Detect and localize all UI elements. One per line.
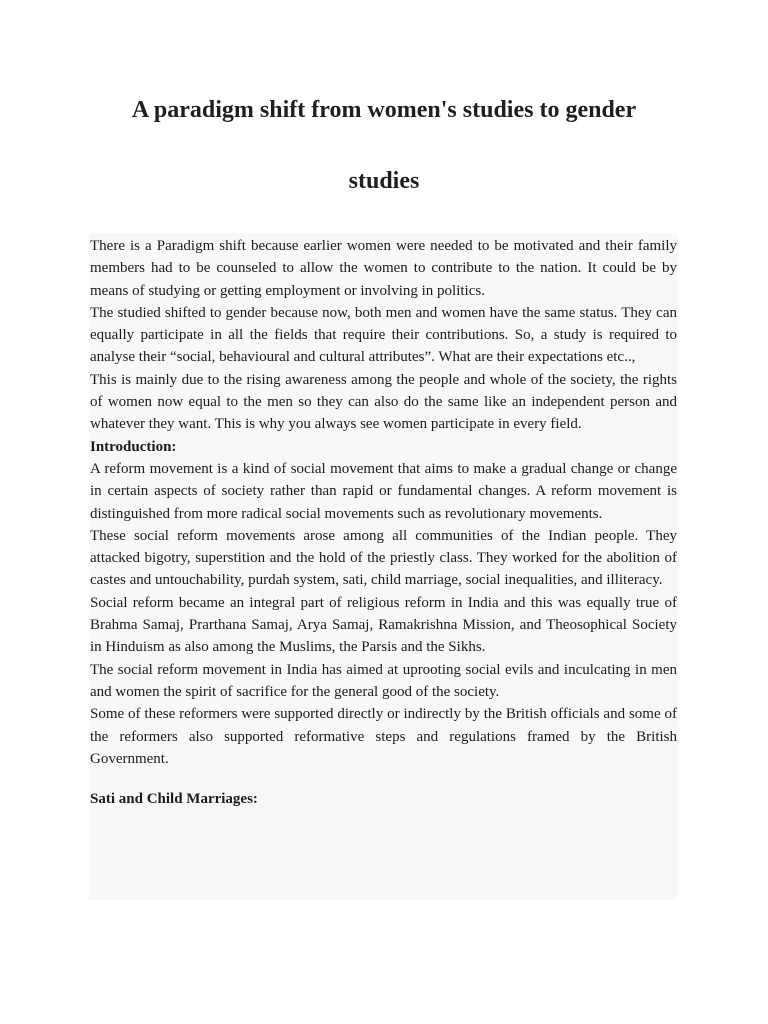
heading-introduction: Introduction: <box>90 438 177 455</box>
document-body <box>89 233 678 900</box>
paragraph-social-reform-communities: These social reform movements arose among all communities of the Indian people. They attacked bigotry, superstition and the hold of the priestly class. They worked for the abolition of castes and untouchability, purdah system, sati, child marriage, social inequalities, and illiteracy. <box>90 527 677 589</box>
document-title-line1: A paradigm shift from women's studies to gender <box>131 97 637 123</box>
heading-sati-child-marriages: Sati and Child Marriages: <box>90 791 258 808</box>
paragraph-reform-movement: A reform movement is a kind of social movement that aims to make a gradual change or change in certain aspects of society rather than rapid or fundamental changes. A reform movement is distinguished from more radical social movements such as revolutionary movements. <box>90 460 677 522</box>
paragraph-british-support: Some of these reformers were supported directly or indirectly by the British officials and some of the reformers also supported reformative steps and regulations framed by the British Government. <box>90 706 677 767</box>
paragraph-paradigm-shift: There is a Paradigm shift because earlier women were needed to be motivated and their family members had to be counseled to allow the women to contribute to the nation. It could be by means of studying or getting employment or involving in politics. <box>90 238 677 299</box>
section-spacer <box>90 770 677 788</box>
paragraph-awareness: This is mainly due to the rising awareness among the people and whole of the society, the rights of women now equal to the men so they can also do the same like an independent person and whatever they want. This is why you always see women participate in every field. <box>90 371 677 433</box>
paragraph-uprooting-evils: The social reform movement in India has aimed at uprooting social evils and inculcating in men and women the spirit of sacrifice for the general good of the society. <box>90 661 677 700</box>
document-title-line2: studies <box>348 168 420 194</box>
paragraph-religious-reform: Social reform became an integral part of religious reform in India and this was equally true of Brahma Samaj, Prarthana Samaj, Arya Samaj, Ramakrishna Mission, and Theosophical Society in Hinduism as also among the Muslims, the Parsis and the Sikhs. <box>90 594 677 656</box>
paragraph-gender-shift: The studied shifted to gender because now, both men and women have the same status. They can equally participate in all the fields that require their contributions. So, a study is required to analyse their “social, behavioural and cultural attributes”. What are their expectations etc.., <box>90 304 677 366</box>
